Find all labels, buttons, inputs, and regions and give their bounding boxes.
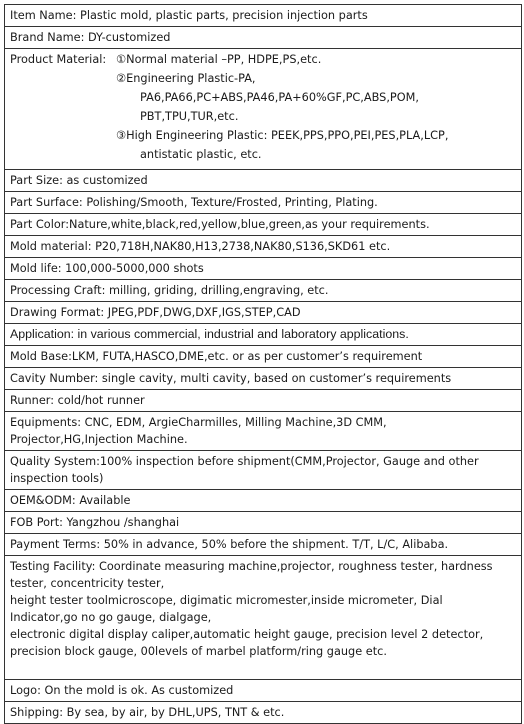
logo-text: Logo: On the mold is ok. As customized: [10, 684, 234, 697]
testing-line-1: Testing Facility: Coordinate measuring machine,projector, roughness tester, hardness: [10, 560, 493, 573]
brand-name-text: Brand Name: DY-customized: [10, 31, 171, 44]
equipments-line-1: Equipments: CNC, EDM, ArgieCharmilles, Milling Machine,3D CMM,: [10, 416, 387, 429]
runner-text: Runner: cold/hot runner: [10, 394, 145, 407]
mold-life-text: Mold life: 100,000-5000,000 shots: [10, 262, 204, 275]
drawing-format-text: Drawing Format: JPEG,PDF,DWG,DXF,IGS,STEP,CAD: [10, 306, 301, 319]
application-text: Application: in various commercial, industrial and laboratory applications.: [10, 327, 409, 341]
row-part-color: [5, 214, 521, 236]
material-item-2-line2: PA6,PA66,PC+ABS,PA46,PA+60%GF,PC,ABS,POM,: [140, 91, 419, 104]
row-product-material: [5, 49, 521, 170]
cavity-number-text: Cavity Number: single cavity, multi cavity, based on customer’s requirements: [10, 372, 452, 385]
row-mold-life: [5, 258, 521, 280]
item-name-text: Item Name: Plastic mold, plastic parts, precision injection parts: [10, 9, 368, 22]
material-item-3-line2: antistatic plastic, etc.: [140, 148, 262, 161]
product-material-label: Product Material:: [10, 53, 107, 66]
part-color-text: Part Color:Nature,white,black,red,yellow,blue,green,as your requirements.: [10, 218, 430, 231]
row-testing-facility: [5, 556, 521, 680]
testing-line-2: tester, concentricity tester,: [10, 577, 165, 590]
mold-material-text: Mold material: P20,718H,NAK80,H13,2738,NAK80,S136,SKD61 etc.: [10, 240, 391, 253]
row-fob-port: [5, 512, 521, 534]
row-payment-terms: [5, 534, 521, 556]
row-oem-odm: [5, 490, 521, 512]
row-shipping: [5, 702, 521, 724]
row-part-size: [5, 170, 521, 192]
testing-line-3: height tester toolmicroscope, digimatic micromester,inside micrometer, Dial: [10, 594, 443, 607]
row-processing-craft: [5, 280, 521, 302]
part-surface-text: Part Surface: Polishing/Smooth, Texture/Frosted, Printing, Plating.: [10, 196, 378, 209]
row-quality-system: [5, 451, 521, 490]
fob-port-text: FOB Port: Yangzhou /shanghai: [10, 516, 180, 529]
material-item-2: [10, 70, 517, 125]
shipping-text: Shipping: By sea, by air, by DHL,UPS, TNT & etc.: [10, 706, 285, 719]
testing-blank-line: [10, 660, 517, 677]
material-item-1-text: ①Normal material –PP, HDPE,PS,etc.: [116, 53, 322, 66]
part-size-text: Part Size: as customized: [10, 174, 148, 187]
material-item-3-head: ③High Engineering Plastic: PEEK,PPS,PPO,PEI,PES,PLA,LCP,: [116, 129, 449, 142]
quality-line-1: Quality System:100% inspection before shipment(CMM,Projector, Gauge and other: [10, 455, 479, 468]
processing-craft-text: Processing Craft: milling, griding, drilling,engraving, etc.: [10, 284, 329, 297]
testing-line-4: Indicator,go no go gauge, dialgage,: [10, 611, 212, 624]
row-brand-name: [5, 27, 521, 49]
row-equipments: [5, 412, 521, 451]
material-item-3: [10, 127, 517, 163]
material-item-2-line3: PBT,TPU,TUR,etc.: [140, 110, 239, 123]
row-cavity-number: [5, 368, 521, 390]
testing-line-6: precision block gauge, 00levels of marbel platform/ring gauge etc.: [10, 645, 387, 658]
row-logo: [5, 680, 521, 702]
spec-table: [4, 4, 522, 724]
row-application: [5, 324, 521, 346]
mold-base-text: Mold Base:LKM, FUTA,HASCO,DME,etc. or as per customer’s requirement: [10, 350, 423, 363]
equipments-line-2: Projector,HG,Injection Machine.: [10, 433, 188, 446]
material-item-2-head: ②Engineering Plastic-PA,: [116, 72, 256, 85]
row-item-name: [5, 5, 521, 27]
row-runner: [5, 390, 521, 412]
payment-terms-text: Payment Terms: 50% in advance, 50% before the shipment. T/T, L/C, Alibaba.: [10, 538, 449, 551]
row-mold-material: [5, 236, 521, 258]
row-drawing-format: [5, 302, 521, 324]
row-part-surface: [5, 192, 521, 214]
testing-line-5: electronic digital display caliper,automatic height gauge, precision level 2 detector,: [10, 628, 484, 641]
row-mold-base: [5, 346, 521, 368]
oem-odm-text: OEM&ODM: Available: [10, 494, 131, 507]
quality-line-2: inspection tools): [10, 472, 104, 485]
